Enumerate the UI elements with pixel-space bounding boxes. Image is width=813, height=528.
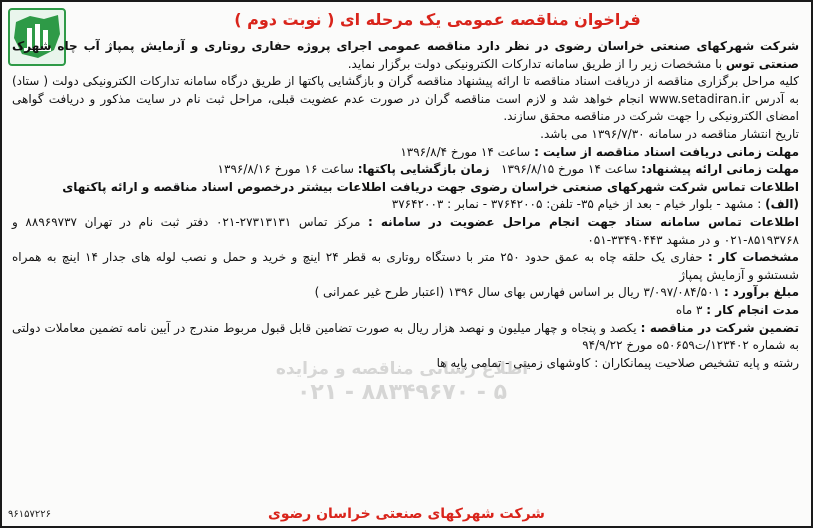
- contact-a-value: : مشهد - بلوار خیام - بعد از خیام ۳۵- تلفن: ۳۷۶۴۲۰۰۵ - نمابر : ۳۷۶۴۲۰۰۳: [391, 197, 766, 212]
- notice-body: [12, 38, 799, 372]
- contact-heading: اطلاعات تماس شرکت شهرکهای صنعتی خراسان رضوی جهت دریافت اطلاعات بیشتر درخصوص اسناد مناقصه و ارائه پاکتهای: [62, 179, 799, 194]
- bid-deadline-value: ساعت ۱۴ مورخ ۱۳۹۶/۸/۱۵: [501, 162, 642, 177]
- duration-value: ۳ ماه: [675, 302, 707, 317]
- publish-date: تاریخ انتشار مناقصه در سامانه ۱۳۹۶/۷/۳۰ می باشد.: [540, 126, 799, 141]
- setad-contact-value: مرکز تماس ۲۷۳۱۳۱۳۱-۰۲۱ دفتر ثبت نام در تهران ۸۸۹۶۹۷۳۷ و ۸۵۱۹۳۷۶۸-۰۲۱ و در مشهد ۳۳۴۹۰۴۴۳-۰۵۱: [12, 214, 799, 247]
- watermark-line2: ۰۲۱ - ۸۸۳۴۹۶۷۰ - ۵: [296, 380, 508, 405]
- duration: [12, 302, 799, 320]
- estimate-value: ۳/۰۹۷/۰۸۴/۵۰۱ ریال بر اساس فهارس بهای سال ۱۳۹۶ (اعتبار طرح غیر عمرانی ): [314, 285, 724, 300]
- contact-a-label: (الف): [765, 197, 799, 212]
- estimate: [12, 284, 799, 302]
- doc-deadline-label: مهلت زمانی دریافت اسناد مناقصه از سایت :: [534, 144, 799, 159]
- intro-paragraph: [12, 38, 799, 73]
- setad-contact: [12, 214, 799, 249]
- guarantee-value: یکصد و پنجاه و چهار میلیون و نهصد هزار ریال به صورت تضامین قابل قبول مربوط مندرج در آیین نامه تضمین معاملات دولتی به شماره ۱۲۳۴۰۲/ت۵۰۶۵۹ه مورخ ۹۴/۹/۲۲: [12, 320, 799, 353]
- notice-code: ۹۶۱۵۷۲۲۶: [8, 509, 51, 520]
- setad-url-link[interactable]: www.setadiran.ir: [649, 91, 750, 106]
- work-specs-value: حفاری یک حلقه چاه به عمق حدود ۲۵۰ متر با دستگاه روتاری به قطر ۲۴ اینچ و خرید و حمل و نصب لوله های جدار ۱۴ اینچ به همراه شستشو و آزمایش پمپاژ: [12, 250, 799, 282]
- doc-deadline-value: ساعت ۱۴ مورخ ۱۳۹۶/۸/۴: [400, 144, 535, 159]
- procedure-paragraph: [12, 73, 799, 126]
- guarantee: [12, 320, 799, 355]
- estimate-label: مبلغ برآورد :: [723, 285, 799, 300]
- notice-title: فراخوان مناقصه عمومی یک مرحله ای ( نوبت دوم ): [234, 10, 641, 29]
- procedure-text: کلیه مراحل برگزاری مناقصه از دریافت اسناد مناقصه تا ارائه پیشنهاد مناقصه گران و بازگشایی پاکتها از طریق درگاه سامانه تدارکات الکترونیکی دولت ( ستاد) به آدرس: [12, 74, 799, 106]
- footer-company: شرکت شهرکهای صنعتی خراسان رضوی: [268, 506, 545, 522]
- bid-and-opening: [12, 161, 799, 179]
- contact-a: [12, 196, 799, 214]
- watermark-line1: اطلاع رسانی مناقصه و مزایده: [275, 359, 529, 379]
- setad-contact-label: اطلاعات تماس سامانه ستاد جهت انجام مراحل عضویت در سامانه :: [368, 214, 800, 229]
- procedure-text-end: انجام خواهد شد و لازم است مناقصه گران در صورت عدم عضویت قبلی، مراحل ثبت نام در سایت مذکور و دریافت گواهی امضای الکترونیکی را جهت شرکت در مناقصه محقق سازند.: [12, 91, 799, 124]
- opening-value: ساعت ۱۶ مورخ ۱۳۹۶/۸/۱۶: [217, 162, 358, 177]
- guarantee-label: تضمین شرکت در مناقصه :: [640, 320, 799, 335]
- work-specs: [12, 249, 799, 284]
- opening-label: زمان بازگشایی پاکتها:: [357, 162, 490, 177]
- work-specs-label: مشخصات کار :: [707, 250, 799, 265]
- intro-company: شرکت شهرکهای صنعتی خراسان رضوی در نظر دارد مناقصه عمومی اجرای پروژه حفاری روتاری و آزمایش پمپاژ آب چاه شهرک صنعتی توس: [12, 39, 799, 71]
- bid-deadline-label: مهلت زمانی ارائه پیشنهاد:: [641, 162, 799, 177]
- duration-label: مدت انجام کار :: [706, 302, 799, 317]
- qualification: رشته و پایه تشخیص صلاحیت پیمانکاران : کاوشهای زمینی - تمامی پایه ها: [436, 355, 799, 370]
- intro-rest: با مشخصات زیر را از طریق سامانه تدارکات الکترونیکی دولت برگزار نماید.: [347, 56, 726, 71]
- doc-deadline: [12, 144, 799, 162]
